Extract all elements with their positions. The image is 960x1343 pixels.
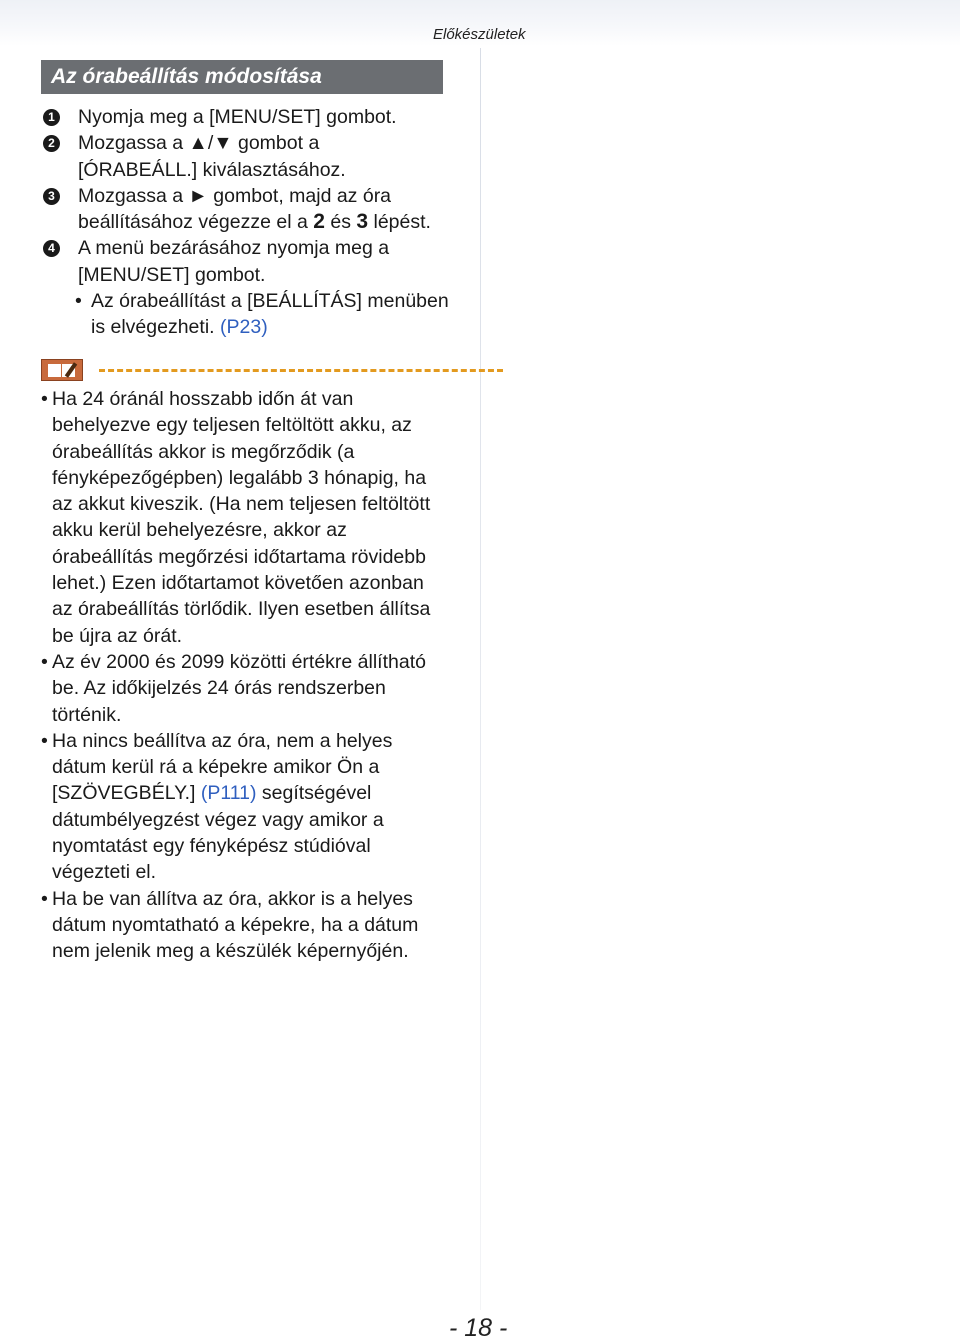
steps-list: [41, 104, 471, 341]
note-line: az akkut kiveszik. (Ha nem teljesen feltöltött: [52, 493, 431, 516]
note-header: [41, 358, 466, 384]
sub-note-text: is elvégezheti.: [91, 316, 215, 339]
column-divider: [480, 48, 481, 1310]
bullet: •: [41, 729, 48, 752]
note-line: végezteti el.: [52, 861, 157, 884]
step-line: Mozgassa a ► gombot, majd az óra: [78, 184, 392, 207]
note-line: Ha be van állítva az óra, akkor is a helyes: [52, 887, 413, 910]
note-line: [52, 780, 473, 806]
sub-note-line: [91, 314, 471, 340]
bullet: •: [75, 290, 82, 313]
sub-note-line: Az órabeállítást a [BEÁLLÍTÁS] menüben: [91, 290, 449, 313]
bullet: •: [41, 650, 48, 673]
note-line: Az év 2000 és 2099 közötti értékre állítható: [52, 650, 426, 673]
note-line: dátum nyomtatható a képekre, ha a dátum: [52, 913, 419, 936]
note-line: dátum kerül rá a képekre amikor Ön a: [52, 756, 380, 779]
note-line: lehet.) Ezen időtartamot követően azonban: [52, 572, 424, 595]
step-sub-note: [41, 288, 471, 341]
section-heading: Az órabeállítás módosítása: [41, 60, 443, 94]
note-item: [41, 728, 473, 886]
step-ref: 3: [356, 210, 369, 234]
step-text: beállításához végezze el a: [78, 211, 314, 234]
step-text: és: [324, 211, 357, 234]
note-line: behelyezve egy teljesen feltöltött akku, az: [52, 414, 412, 437]
step-line: Mozgassa a ▲/▼ gombot a: [78, 132, 320, 155]
note-line: be újra az órát.: [52, 624, 183, 647]
notes-list: [41, 386, 473, 965]
note-item: [41, 386, 473, 649]
step-2: [41, 130, 471, 183]
step-number-badge: 2: [43, 135, 60, 152]
step-line: A menü bezárásához nyomja meg a: [78, 237, 390, 260]
note-line: történik.: [52, 703, 122, 726]
step-line: [MENU/SET] gombot.: [78, 263, 266, 286]
note-text: segítségével: [256, 782, 372, 805]
step-number-badge: 4: [43, 240, 60, 257]
note-line: Ha nincs beállítva az óra, nem a helyes: [52, 729, 393, 752]
page-reference-link[interactable]: (P111): [200, 782, 257, 805]
section-label: Előkészületek: [433, 26, 526, 43]
step-ref: 2: [313, 210, 325, 234]
bullet: •: [41, 388, 48, 410]
step-number-badge: 1: [43, 109, 60, 126]
page-reference-link[interactable]: (P23): [220, 316, 268, 339]
step-line: Nyomja meg a [MENU/SET] gombot.: [78, 106, 397, 128]
step-line: [78, 209, 471, 235]
note-line: órabeállítás akkor is megőrződik (a: [52, 440, 355, 463]
note-text: [SZÖVEGBÉLY.]: [52, 782, 201, 805]
note-line: dátumbélyegzést végez vagy amikor a: [52, 808, 384, 831]
page-number: - 18 -: [449, 1314, 508, 1342]
note-line: Ha 24 óránál hosszabb időn át van: [52, 388, 354, 410]
note-item: [41, 649, 473, 728]
step-line: [ÓRABEÁLL.] kiválasztásához.: [78, 158, 346, 181]
step-text: lépést.: [368, 211, 431, 234]
note-line: akku kerül behelyezésre, akkor az: [52, 519, 347, 542]
step-3: [41, 183, 471, 236]
step-number-badge: 3: [43, 188, 60, 205]
note-line: nyomtatást egy fényképész stúdióval: [52, 835, 371, 858]
bullet: •: [41, 887, 48, 910]
note-line: órabeállítás megőrzési időtartama rövidebb: [52, 545, 426, 568]
step-4: [41, 235, 471, 288]
note-line: nem jelenik meg a készülék képernyőjén.: [52, 940, 409, 963]
note-book-icon: [41, 359, 83, 381]
note-line: be. Az időkijelzés 24 órás rendszerben: [52, 677, 386, 700]
note-line: fényképezőgépben) legalább 3 hónapig, ha: [52, 466, 427, 489]
note-item: [41, 886, 473, 965]
dashed-divider: [99, 369, 503, 372]
note-line: az órabeállítás törlődik. Ilyen esetben állítsa: [52, 598, 431, 621]
step-1: [41, 104, 471, 130]
